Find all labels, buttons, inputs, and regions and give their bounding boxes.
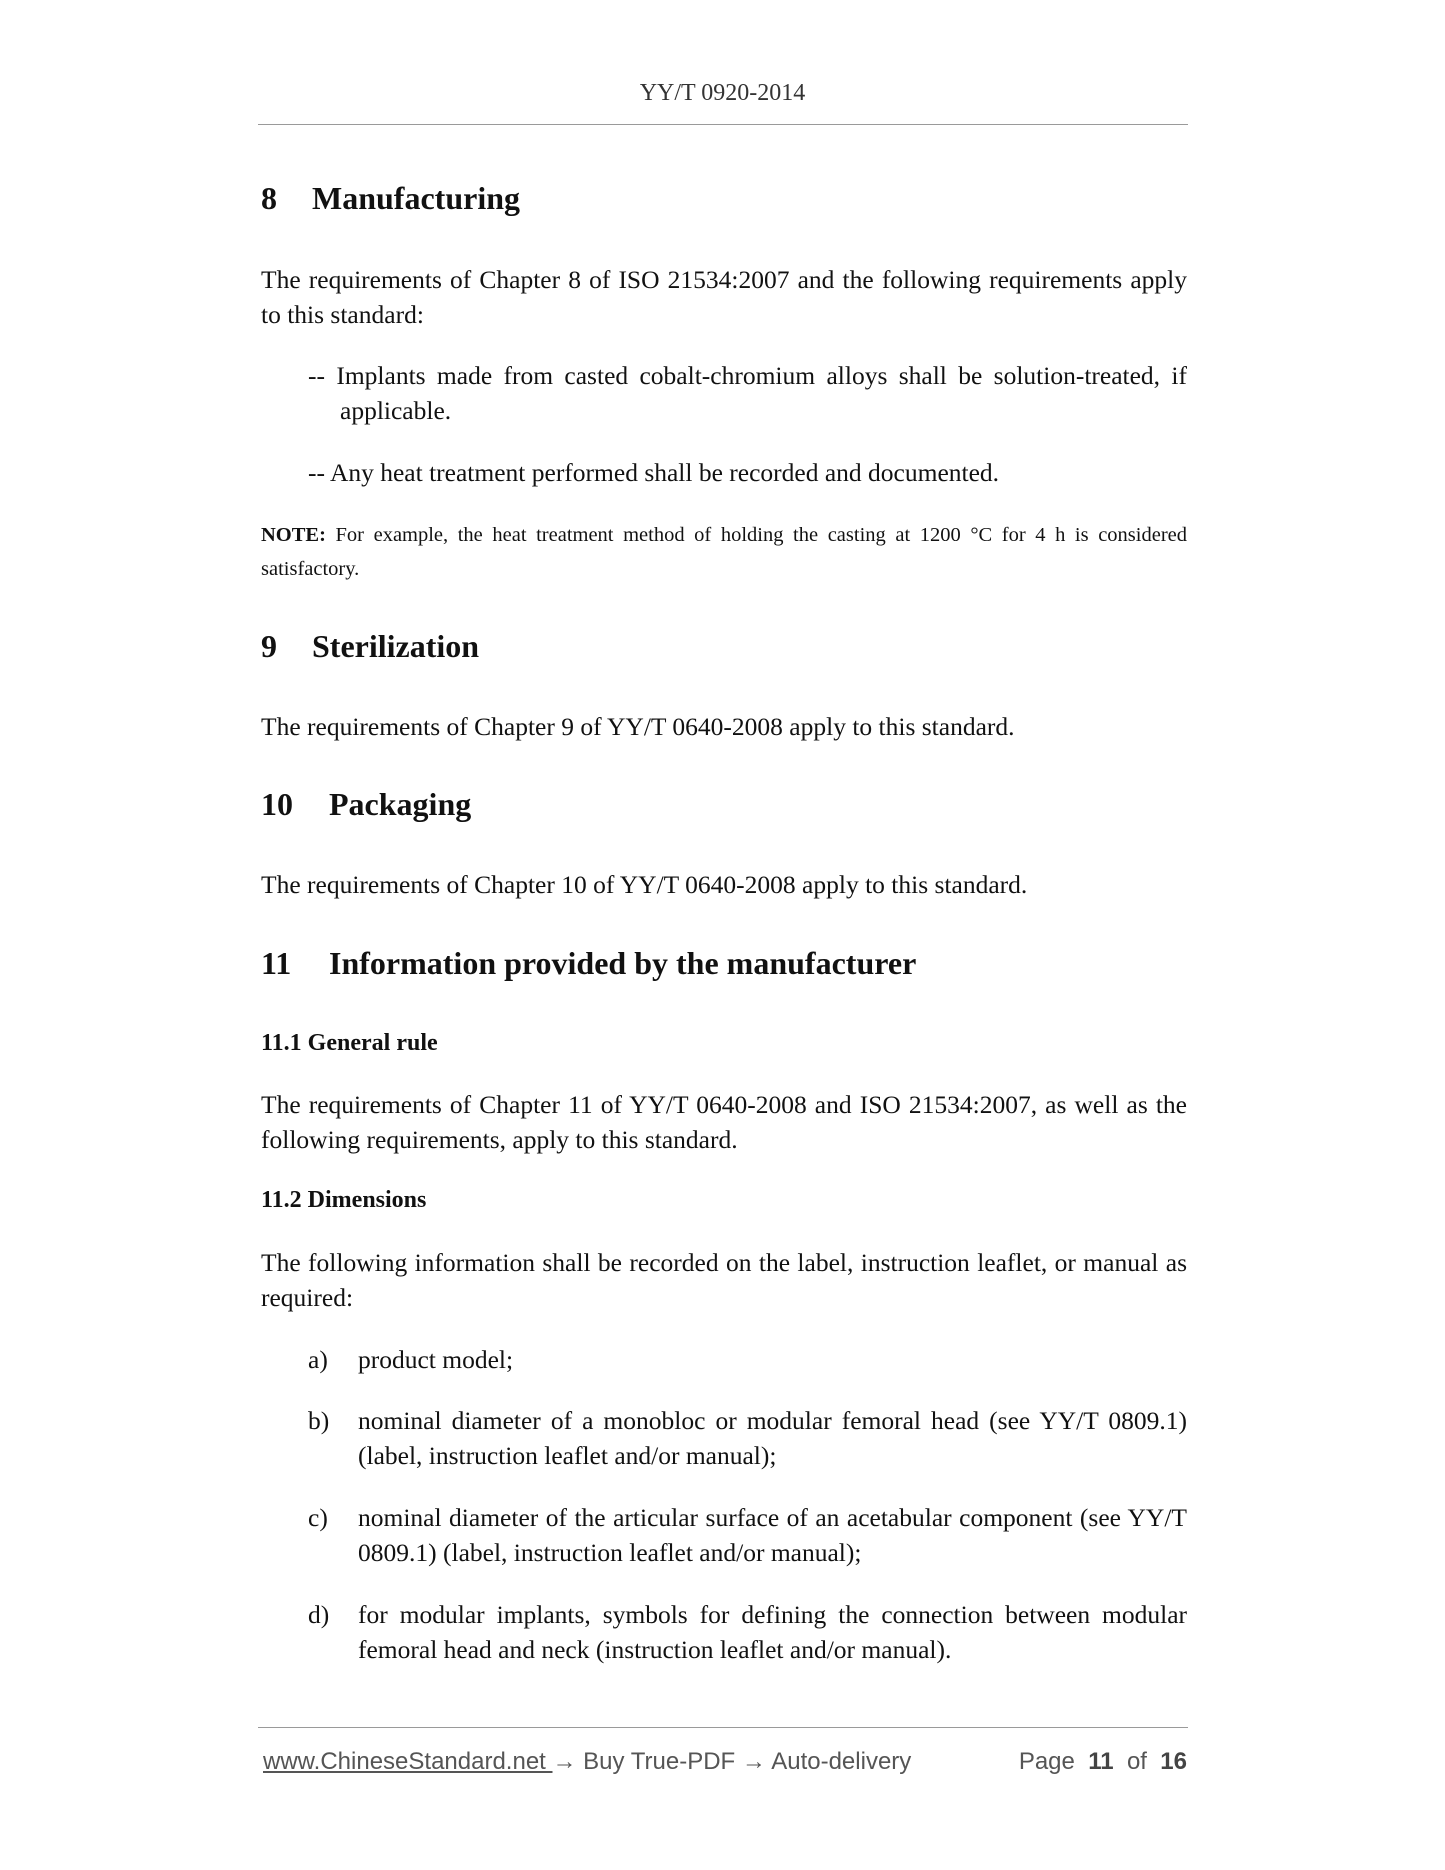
bullet-item: -- Any heat treatment performed shall be recorded and documented. <box>308 458 1000 487</box>
section-number: 9 <box>261 628 277 664</box>
list-item <box>308 1597 1187 1667</box>
subsection-11-2-heading: 11.2 Dimensions <box>261 1187 427 1213</box>
arrow-icon: → <box>552 1748 577 1775</box>
list-item-text: product model; <box>358 1345 514 1374</box>
section-title: Packaging <box>329 786 472 822</box>
arrow-icon: → <box>741 1748 766 1775</box>
section-8-intro: The requirements of Chapter 8 of ISO 21534:2007 and the following requirements apply to this standard: <box>261 265 1187 329</box>
section-11-heading <box>261 943 1187 983</box>
subsection-11-1-heading: 11.1 General rule <box>261 1030 438 1056</box>
website-link[interactable]: www.ChineseStandard.net <box>263 1748 553 1775</box>
auto-delivery-text: Auto-delivery <box>765 1748 912 1775</box>
list-item-text: nominal diameter of the articular surface of an acetabular component (see YY/T 0809.1) (label, instruction leaflet and/or manual); <box>358 1503 1187 1567</box>
note-text: For example, the heat treatment method of holding the casting at 1200 °C for 4 h is considered satisfactory. <box>261 524 1187 580</box>
section-9-text: The requirements of Chapter 9 of YY/T 0640-2008 apply to this standard. <box>261 712 1015 741</box>
note-label: NOTE: <box>261 524 326 546</box>
section-title: Manufacturing <box>312 180 520 216</box>
list-item-text: for modular implants, symbols for defining the connection between modular femoral head and neck (instruction leaflet and/or manual). <box>358 1600 1187 1664</box>
list-item-label: b) <box>308 1406 330 1435</box>
page-total: 16 <box>1160 1748 1187 1775</box>
note-paragraph <box>261 518 1187 586</box>
list-item-text: nominal diameter of a monobloc or modular femoral head (see YY/T 0809.1) (label, instruction leaflet and/or manual); <box>358 1406 1187 1470</box>
page-of-word: of <box>1126 1748 1147 1775</box>
section-number: 11 <box>261 945 292 981</box>
page-word: Page <box>1018 1748 1075 1775</box>
section-9-heading <box>261 626 1187 666</box>
section-8-heading <box>261 178 1187 218</box>
running-header: YY/T 0920-2014 <box>639 80 806 106</box>
header-divider <box>258 124 1188 125</box>
section-title: Information provided by the manufacturer <box>329 945 917 981</box>
page-indicator <box>1019 1748 1187 1776</box>
section-10-text: The requirements of Chapter 10 of YY/T 0640-2008 apply to this standard. <box>261 870 1028 899</box>
list-item-label: c) <box>308 1503 328 1532</box>
footer-divider <box>258 1727 1188 1728</box>
section-title: Sterilization <box>312 628 480 664</box>
list-item-label: a) <box>308 1345 328 1374</box>
section-number: 10 <box>261 786 293 822</box>
footer-links <box>263 1748 911 1776</box>
section-10-heading <box>261 784 1187 824</box>
subsection-11-1-text: The requirements of Chapter 11 of YY/T 0640-2008 and ISO 21534:2007, as well as the following requirements, apply to this standard. <box>261 1090 1187 1154</box>
page-current: 11 <box>1088 1748 1114 1775</box>
list-item <box>308 1500 1187 1570</box>
buy-true-pdf-text: Buy True-PDF <box>576 1748 742 1775</box>
subsection-11-2-text: The following information shall be recorded on the label, instruction leaflet, or manual as required: <box>261 1248 1187 1312</box>
list-item-label: d) <box>308 1600 330 1629</box>
list-item <box>308 1403 1187 1473</box>
bullet-item: -- Implants made from casted cobalt-chromium alloys shall be solution-treated, if applicable. <box>308 361 1187 425</box>
section-number: 8 <box>261 180 277 216</box>
list-item <box>308 1342 1187 1377</box>
